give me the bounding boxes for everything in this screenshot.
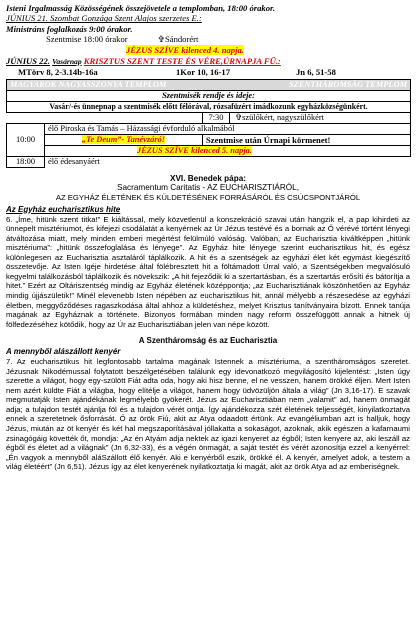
jun22-day: Vasárnap [52, 57, 82, 67]
article-title-1: XVI. Benedek pápa: [170, 173, 246, 183]
section-2-subtitle: A mennyből alászállott kenyér [6, 347, 121, 357]
row3-time: 18:00 [7, 156, 45, 167]
ministrans-line: Ministráns foglalkozás 9:00 órakor. [6, 23, 133, 34]
church-right: SZENTHÁROMSÁG TEMPLOM [289, 79, 408, 89]
jun21-heading: JÚNIUS 21. Szombat Gonzága Szent Alajos szerzetes E.: [6, 13, 202, 24]
rosary-note: Vasár/-és ünnepnap a szentmisék előtt félórával, rózsafüzért imádkozunk egyházközségünkért. [7, 101, 411, 112]
jun22-feast: KRISZTUS SZENT TESTE ÉS VÉRE,ÚRNAPJA FÜ.: [83, 56, 281, 67]
section-1-title: Az Egyház eucharisztikus hite [6, 204, 121, 214]
reading-3: Jn 6, 51-58 [296, 67, 336, 78]
church-left: MAGYAROK NAGYASSZONYA TEMPLOM [10, 79, 167, 89]
section-2-title: A Szentháromság és az Eucharisztia [138, 336, 278, 346]
order-title: Szentmisék rendje és ideje: [7, 90, 411, 101]
row3-text: élő édesanyáért [45, 156, 411, 167]
row2-b: „Te Deum”- Tanévzáró! [45, 134, 203, 145]
row2-a: élő Piroska és Tamás – Házassági évforduló alkalmából [45, 123, 411, 134]
row2-time: 10:00 [7, 123, 45, 156]
row1-cell [203, 112, 411, 123]
church-bar [7, 79, 411, 90]
article-title-2: Sacramentum Caritatis - AZ EUCHARISZTIÁRÓL, [117, 183, 299, 193]
article-title-3: AZ EGYHÁZ ÉLETÉNEK ÉS KÜLDETÉSÉNEK FORRÁSÁRÓL ÉS CSÚCSPONTJÁRÓL [55, 193, 361, 203]
mass-line [6, 34, 410, 44]
reading-1: MTörv 8, 2-3.14b-16a [18, 67, 98, 78]
jun22-heading [6, 56, 410, 67]
mass-time: Szentmise 18:00 órakor [46, 34, 128, 45]
header-title: Isteni Irgalmasság Közösségének összejövetele a templomban, 18:00 órakor. [6, 3, 276, 13]
row2-d: JÉZUS SZÍVE kilenced 5. napja. [45, 145, 411, 156]
article [6, 174, 410, 472]
page [6, 0, 410, 472]
novena-4 [6, 45, 410, 55]
readings-line [6, 67, 410, 77]
row2-c: Szentmise után Úrnapi körmenet! [203, 134, 411, 145]
schedule-table [6, 79, 411, 168]
row1-text: ✞szülőkért, nagyszülőkért [235, 112, 324, 122]
paragraph-7: 7. Az eucharisztikus hit legfontosabb tartalma magának Istennek a misztériuma, a szentháromságos szeretet. Jézusnak Nikodémussal folytatott beszélgetésében találunk egy idevonatkozó megvilágosító kijelentést: „Isten úgy szerette a világot, hogy egy-szülött Fiát adta oda, hogy aki hisz benne, el ne vesszen, hanem örökké éljen. Mert Isten nem azért küldte Fiát a világba, hogy elítélje a világot, hanem hogy üdvözüljön általa a világ” (Jn 3,16-17). E szavak megmutatják Isten ajándékának legmélyebb gyökerét. Jézus az Eucharisztiában nem „valamit” ad, hanem önmagát adja; a tulajdon testét ajánlja föl és a tulajdon vérét ontja. Így ajándékozza szét életének teljességét, kinyilatkoztatva ennek a szeretetnek ősforrását. Ő az örök Fiú, akit az Atya odaadott értünk. Az evangéliumban azt is halljuk, hogy Jézus, miután az öt kenyér és két hal megszaporításával jóllakatta a sokaságot, azoknak, akik egészen a kafarnaumi zsinagógáig követték őt, mondja: „Az én Atyám adja nektek az igazi kenyeret az égből; Isten kenyere az, aki leszáll az égből és életet ad a világnak” (Jn 6,32-33), és a végén önmagát, a saját testét és vérét azonosítja ezzel a kenyérrel: „Én vagyok a mennyből aláSzállott élő kenyér. Aki e kenyérből eszik, örökké él. A kenyér, amelyet adok, a testem a világ életéért” (Jn 6,51). Jézus így az élet kenyerének nyilatkoztatja ki magát, akit az örök Atya ad az emberiségnek. [6, 357, 410, 472]
reading-2: 1Kor 10, 16-17 [176, 67, 231, 78]
novena-4-text: JÉZUS SZÍVE kilenced 4. napja. [126, 44, 244, 55]
paragraph-6: 6. „Íme, hitünk szent titka!” E kiáltással, mely közvetlenül a konszekráció szavai után hangzik el, a pap kihirdeti az ünnepelt misztériumot, és kifejezi csodálatát a kenyérnek az Úr Jézus testévé és a bornak az Ő vérévé történt lényegi átváltozása miatt, mely minden emberi megértést felülmúló valóság. Valóban, az Eucharisztia kiváltképpen „hitünk misztériuma”: „hitünk összefoglalása és lényege”. Az Egyház hite lényege szerint eucharisztikus hit, és egész különlegesen az Eucharisztia asztaláról táplálkozik. A hit és a szentségek az egyházi élet két egymást kiegészítő összetevője. Az Isten Igéje hirdetése által fölébresztett hit a föltámadott Úrral való, a Szentségekben megvalósuló kegyelmi találkozásból táplálkozik és növekszik: „A hit fejeződik ki a szertartásban, és a szertartás erősíti és bátorítja a hitet.” Ezért az Oltáriszentség mindig az Egyház életének középpontja; „az Eucharisztiának köszönhetően az Egyház mindig újjászületik!” Minél elevenebb Isten népében az eucharisztikus hit, annál mélyebb a részesedése az egyházi életben, meggyőződéses ragaszkodása által ahhoz a küldetéshez, melyet Krisztus tanítványaira bízott. Ennek tanúja magának az Egyháznak a története. Bizonyos formában minden nagy reform összefüggött annak a hitnek új fölfedezéséhez kötődik, hogy az Úr az Eucharisztiában jelen van népe között. [6, 214, 410, 329]
jun22-date: JÚNIUS 22. [6, 56, 50, 67]
row1-time: 7:30 [203, 113, 230, 123]
mass-person: ✞Sándorért [157, 34, 199, 45]
